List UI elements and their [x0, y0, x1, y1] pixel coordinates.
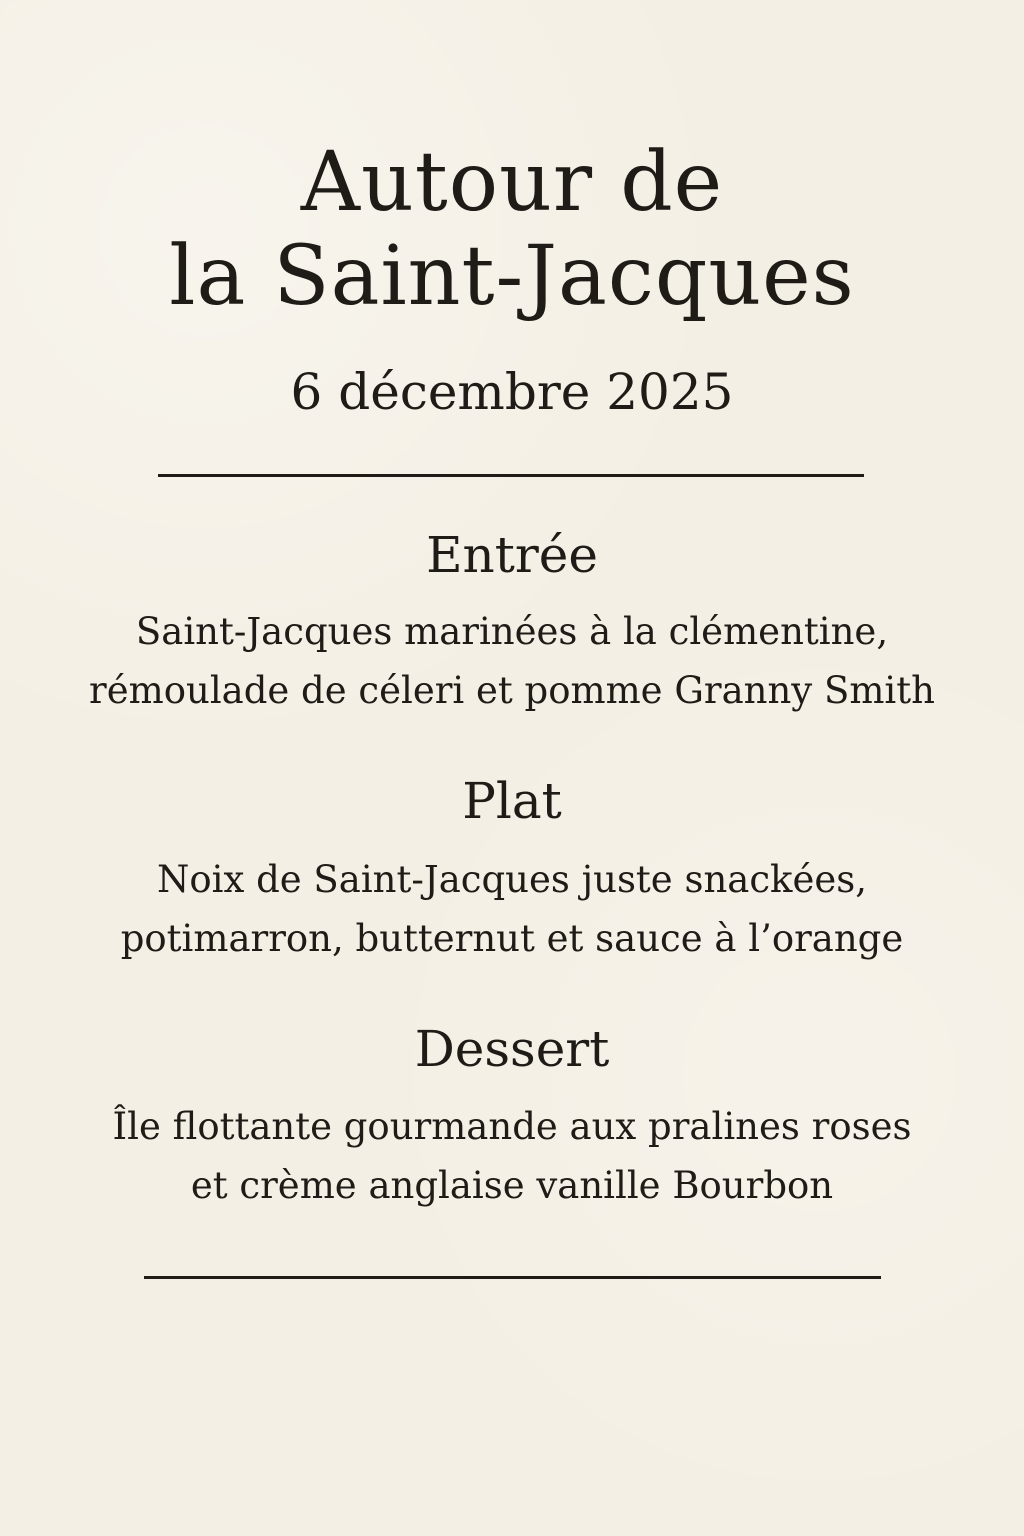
menu-title-line-1: Autour de	[300, 135, 724, 230]
menu-title	[0, 136, 1024, 324]
entree-heading: Entrée	[426, 526, 598, 584]
plat-description-line-2: potimarron, butternut et sauce à l’orange	[120, 917, 904, 960]
bottom-divider	[144, 1276, 881, 1279]
menu-date: 6 décembre 2025	[290, 363, 734, 421]
dessert-description-line-2: et crème anglaise vanille Bourbon	[190, 1164, 834, 1207]
dessert-heading: Dessert	[414, 1020, 610, 1078]
dessert-description-line-1: Île flottante gourmande aux pralines roses	[112, 1105, 912, 1148]
plat-description	[0, 850, 1024, 968]
menu-title-line-2: la Saint-Jacques	[169, 229, 855, 324]
entree-description	[0, 602, 1024, 720]
plat-heading: Plat	[462, 772, 562, 830]
entree-description-line-2: rémoulade de céleri et pomme Granny Smith	[89, 669, 935, 712]
dessert-description	[0, 1097, 1024, 1215]
top-divider	[158, 474, 864, 477]
entree-description-line-1: Saint-Jacques marinées à la clémentine,	[135, 610, 889, 653]
plat-description-line-1: Noix de Saint-Jacques juste snackées,	[156, 858, 868, 901]
